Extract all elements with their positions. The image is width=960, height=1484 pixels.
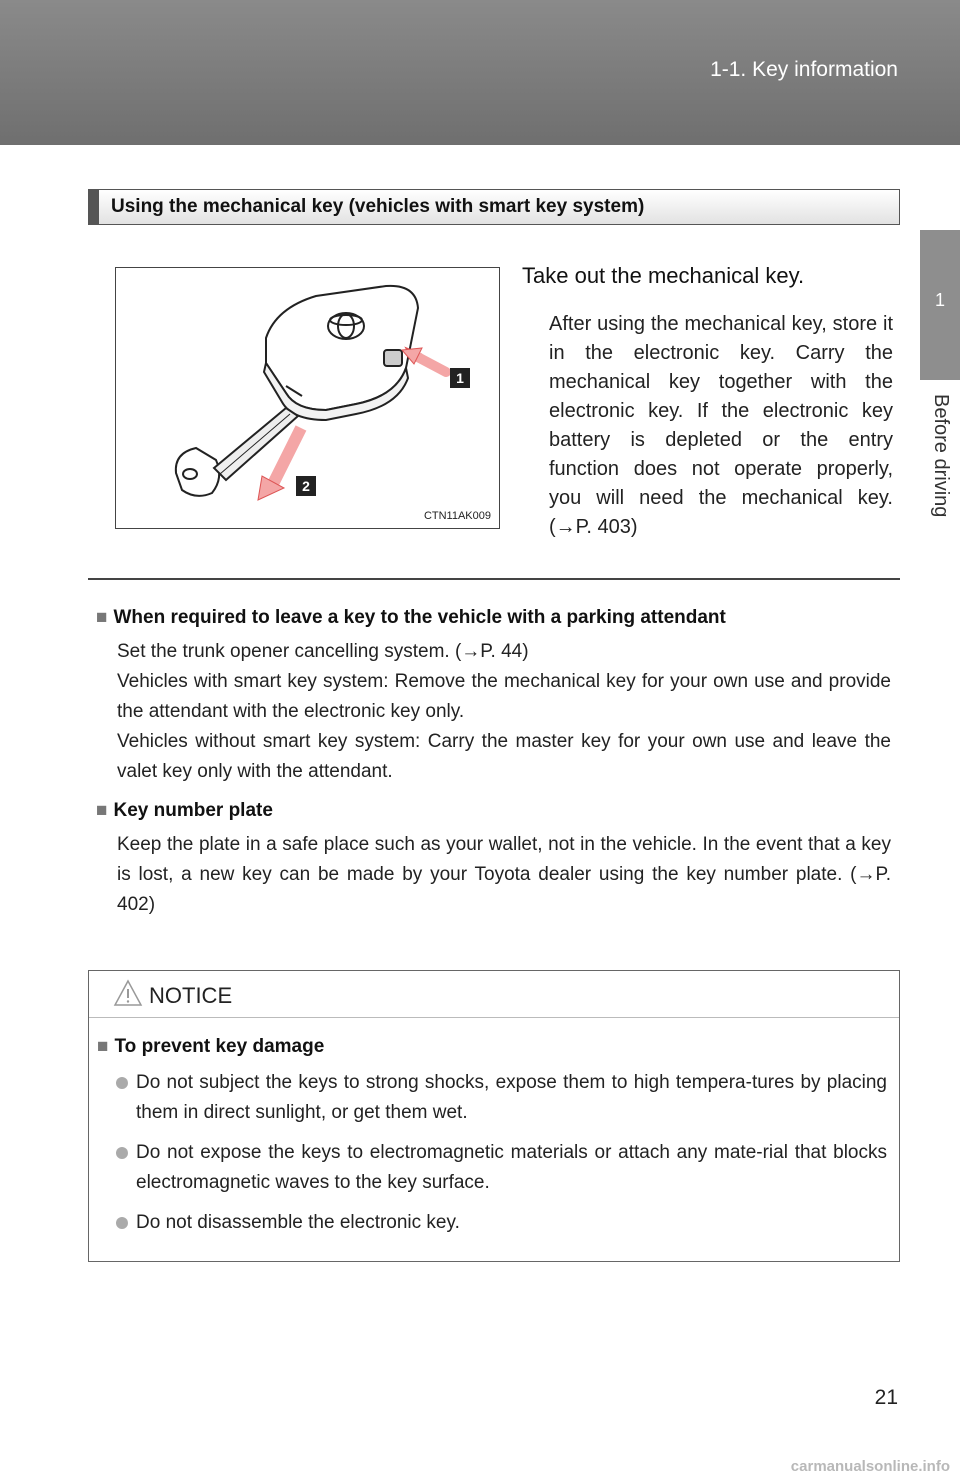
note-paragraph: Vehicles without smart key system: Carry the master key for your own use and leave the valet key only with the attendant.: [117, 731, 891, 782]
note-body: [117, 830, 891, 920]
section-heading: [88, 189, 900, 225]
notice-bullet-text: Do not subject the keys to strong shocks, expose them to high tempera-tures by placing them in direct sunlight, or get them wet.: [136, 1072, 887, 1123]
notice-heading-text: To prevent key damage: [114, 1036, 325, 1057]
note-paragraph: Set the trunk opener cancelling system. (→P. 44): [117, 641, 529, 662]
note-heading-text: Key number plate: [113, 800, 273, 821]
note-heading-text: When required to leave a key to the vehicle with a parking attendant: [113, 607, 726, 628]
section-heading-marker: [89, 190, 99, 224]
note-heading: [96, 800, 891, 822]
electronic-key-fob: [264, 286, 418, 420]
square-bullet-icon: ■: [97, 1036, 109, 1057]
notice-header: [89, 971, 899, 1018]
notice-body: [89, 1018, 899, 1238]
notice-bullet: [97, 1208, 887, 1238]
note-paragraph: Vehicles with smart key system: Remove the mechanical key for your own use and provide the attendant with the electronic key only.: [117, 671, 891, 722]
notice-box: [88, 970, 900, 1262]
header-band: [0, 0, 960, 145]
divider: [88, 578, 900, 580]
watermark: carmanualsonline.info: [790, 1458, 950, 1475]
note-key-number-plate: [96, 800, 891, 920]
step-title: Take out the mechanical key.: [522, 263, 805, 288]
bullet-dot-icon: [116, 1147, 128, 1159]
notice-bullet-text: Do not expose the keys to electromagnetic materials or attach any mate-rial that blocks electromagnetic waves to the key surface.: [136, 1142, 887, 1193]
square-bullet-icon: ■: [96, 607, 108, 628]
warning-triangle-icon: [113, 979, 143, 1007]
callout-1-label: 1: [456, 370, 464, 386]
key-illustration: [115, 267, 500, 529]
square-bullet-icon: ■: [96, 800, 108, 821]
key-illustration-svg: [116, 268, 499, 528]
note-parking-attendant: [96, 607, 891, 787]
notice-bullet: [97, 1068, 887, 1128]
notice-bullet-text: Do not disassemble the electronic key.: [136, 1212, 460, 1233]
step-body: After using the mechanical key, store it in the electronic key. Carry the mechanical key together with the electronic key. If the electronic key battery is depleted or the entry function does not operate properly, you will need the mechanical key. (→P. 403): [549, 313, 893, 538]
page-number: 21: [874, 1386, 898, 1409]
callout-1: [450, 368, 470, 388]
note-body: [117, 637, 891, 787]
callout-2-label: 2: [302, 478, 310, 494]
callout-2: [296, 476, 316, 496]
figure-code: CTN11AK009: [423, 510, 491, 522]
chapter-tab-label: Before driving: [930, 394, 952, 518]
notice-title: NOTICE: [149, 983, 233, 1008]
bullet-dot-icon: [116, 1077, 128, 1089]
note-paragraph: Keep the plate in a safe place such as your wallet, not in the vehicle. In the event that a key is lost, a new key can be made by your Toyota dealer using the key number plate. (→P. 402): [117, 834, 891, 915]
section-heading-text: Using the mechanical key (vehicles with smart key system): [111, 196, 645, 217]
header-section-title: 1-1. Key information: [710, 58, 898, 81]
chapter-tab-number: 1: [920, 230, 960, 380]
notice-heading: [97, 1036, 887, 1058]
bullet-dot-icon: [116, 1217, 128, 1229]
note-heading: [96, 607, 891, 629]
notice-bullet: [97, 1138, 887, 1198]
